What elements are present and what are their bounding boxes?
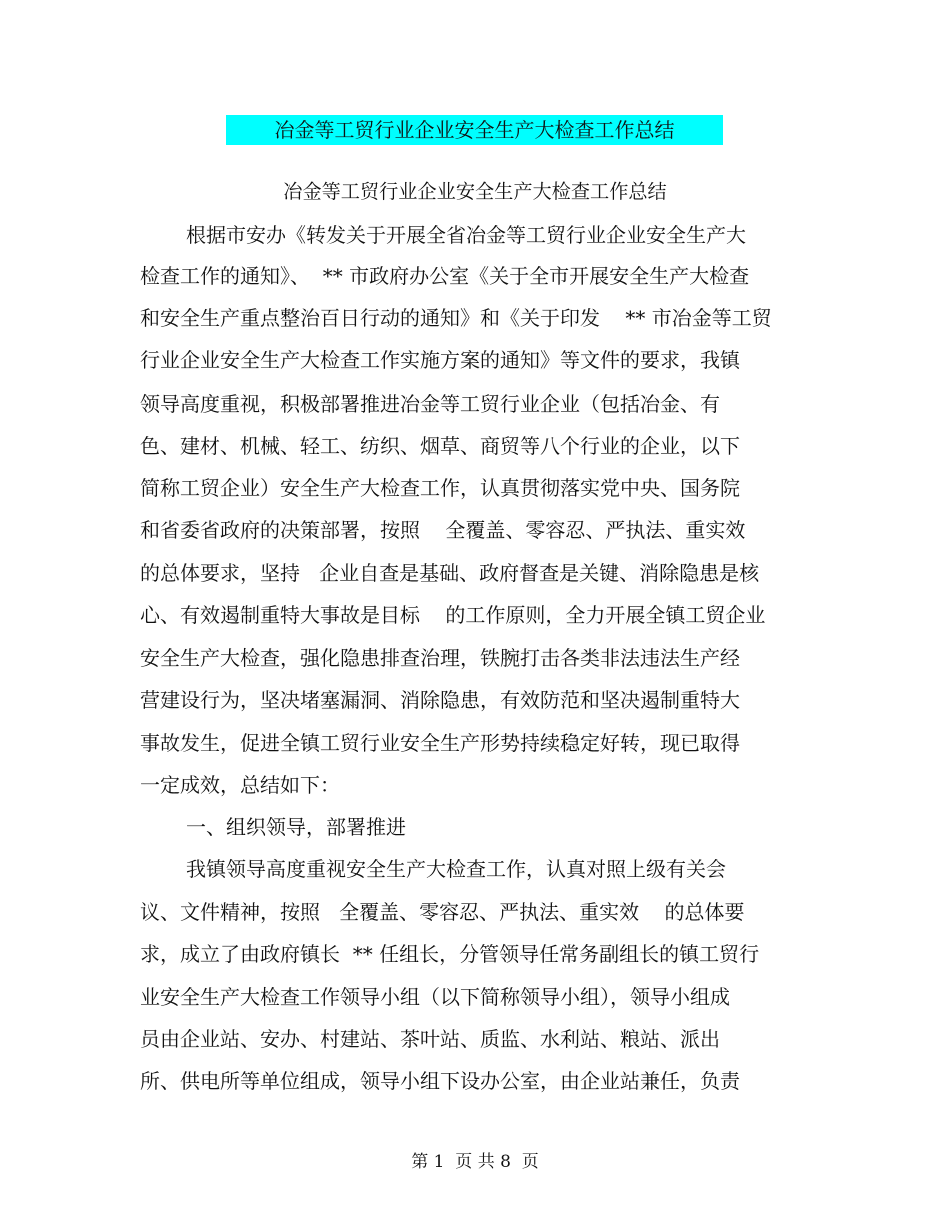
body-line: 检查工作的通知》、 ** 市政府办公室《关于全市开展安全生产大检查	[140, 264, 750, 288]
section-heading: 一、组织领导，部署推进	[186, 815, 406, 839]
body-line: 简称工贸企业）安全生产大检查工作，认真贯彻落实党中央、国务院	[140, 476, 740, 500]
highlighted-title: 冶金等工贸行业企业安全生产大检查工作总结	[226, 115, 723, 145]
body-line: 根据市安办《转发关于开展全省冶金等工贸行业企业安全生产大	[186, 223, 746, 247]
body-line: 安全生产大检查，强化隐患排查治理，铁腕打击各类非法违法生产经	[140, 646, 740, 670]
body-line: 和省委省政府的决策部署，按照 全覆盖、零容忍、严执法、重实效	[140, 518, 746, 542]
body-line: 所、供电所等单位组成，领导小组下设办公室，由企业站兼任，负责	[140, 1069, 740, 1093]
body-line: 求，成立了由政府镇长 ** 任组长，分管领导任常务副组长的镇工贸行	[140, 942, 760, 966]
body-line: 业安全生产大检查工作领导小组（以下简称领导小组），领导小组成	[140, 985, 730, 1009]
body-line: 员由企业站、安办、村建站、茶叶站、质监、水利站、粮站、派出	[140, 1027, 720, 1051]
page-number: 第 1 页 共 8 页	[411, 1152, 539, 1172]
body-line: 色、建材、机械、轻工、纺织、烟草、商贸等八个行业的企业，以下	[140, 434, 740, 458]
document-title: 冶金等工贸行业企业安全生产大检查工作总结	[283, 180, 667, 203]
body-line: 一定成效，总结如下：	[140, 773, 340, 797]
body-line: 议、文件精神，按照 全覆盖、零容忍、严执法、重实效 的总体要	[140, 900, 745, 924]
body-line: 领导高度重视，积极部署推进冶金等工贸行业企业（包括冶金、有	[140, 392, 720, 416]
body-line: 和安全生产重点整治百日行动的通知》和《关于印发 ** 市冶金等工贸	[140, 306, 772, 330]
body-line: 事故发生，促进全镇工贸行业安全生产形势持续稳定好转，现已取得	[140, 731, 740, 755]
body-line: 的总体要求，坚持 企业自查是基础、政府督查是关键、消除隐患是核	[140, 561, 760, 585]
body-line: 营建设行为，坚决堵塞漏洞、消除隐患，有效防范和坚决遏制重特大	[140, 688, 740, 712]
body-line: 我镇领导高度重视安全生产大检查工作，认真对照上级有关会	[186, 857, 726, 881]
body-line: 行业企业安全生产大检查工作实施方案的通知》等文件的要求，我镇	[140, 348, 740, 372]
body-line: 心、有效遏制重特大事故是目标 的工作原则，全力开展全镇工贸企业	[140, 603, 766, 627]
